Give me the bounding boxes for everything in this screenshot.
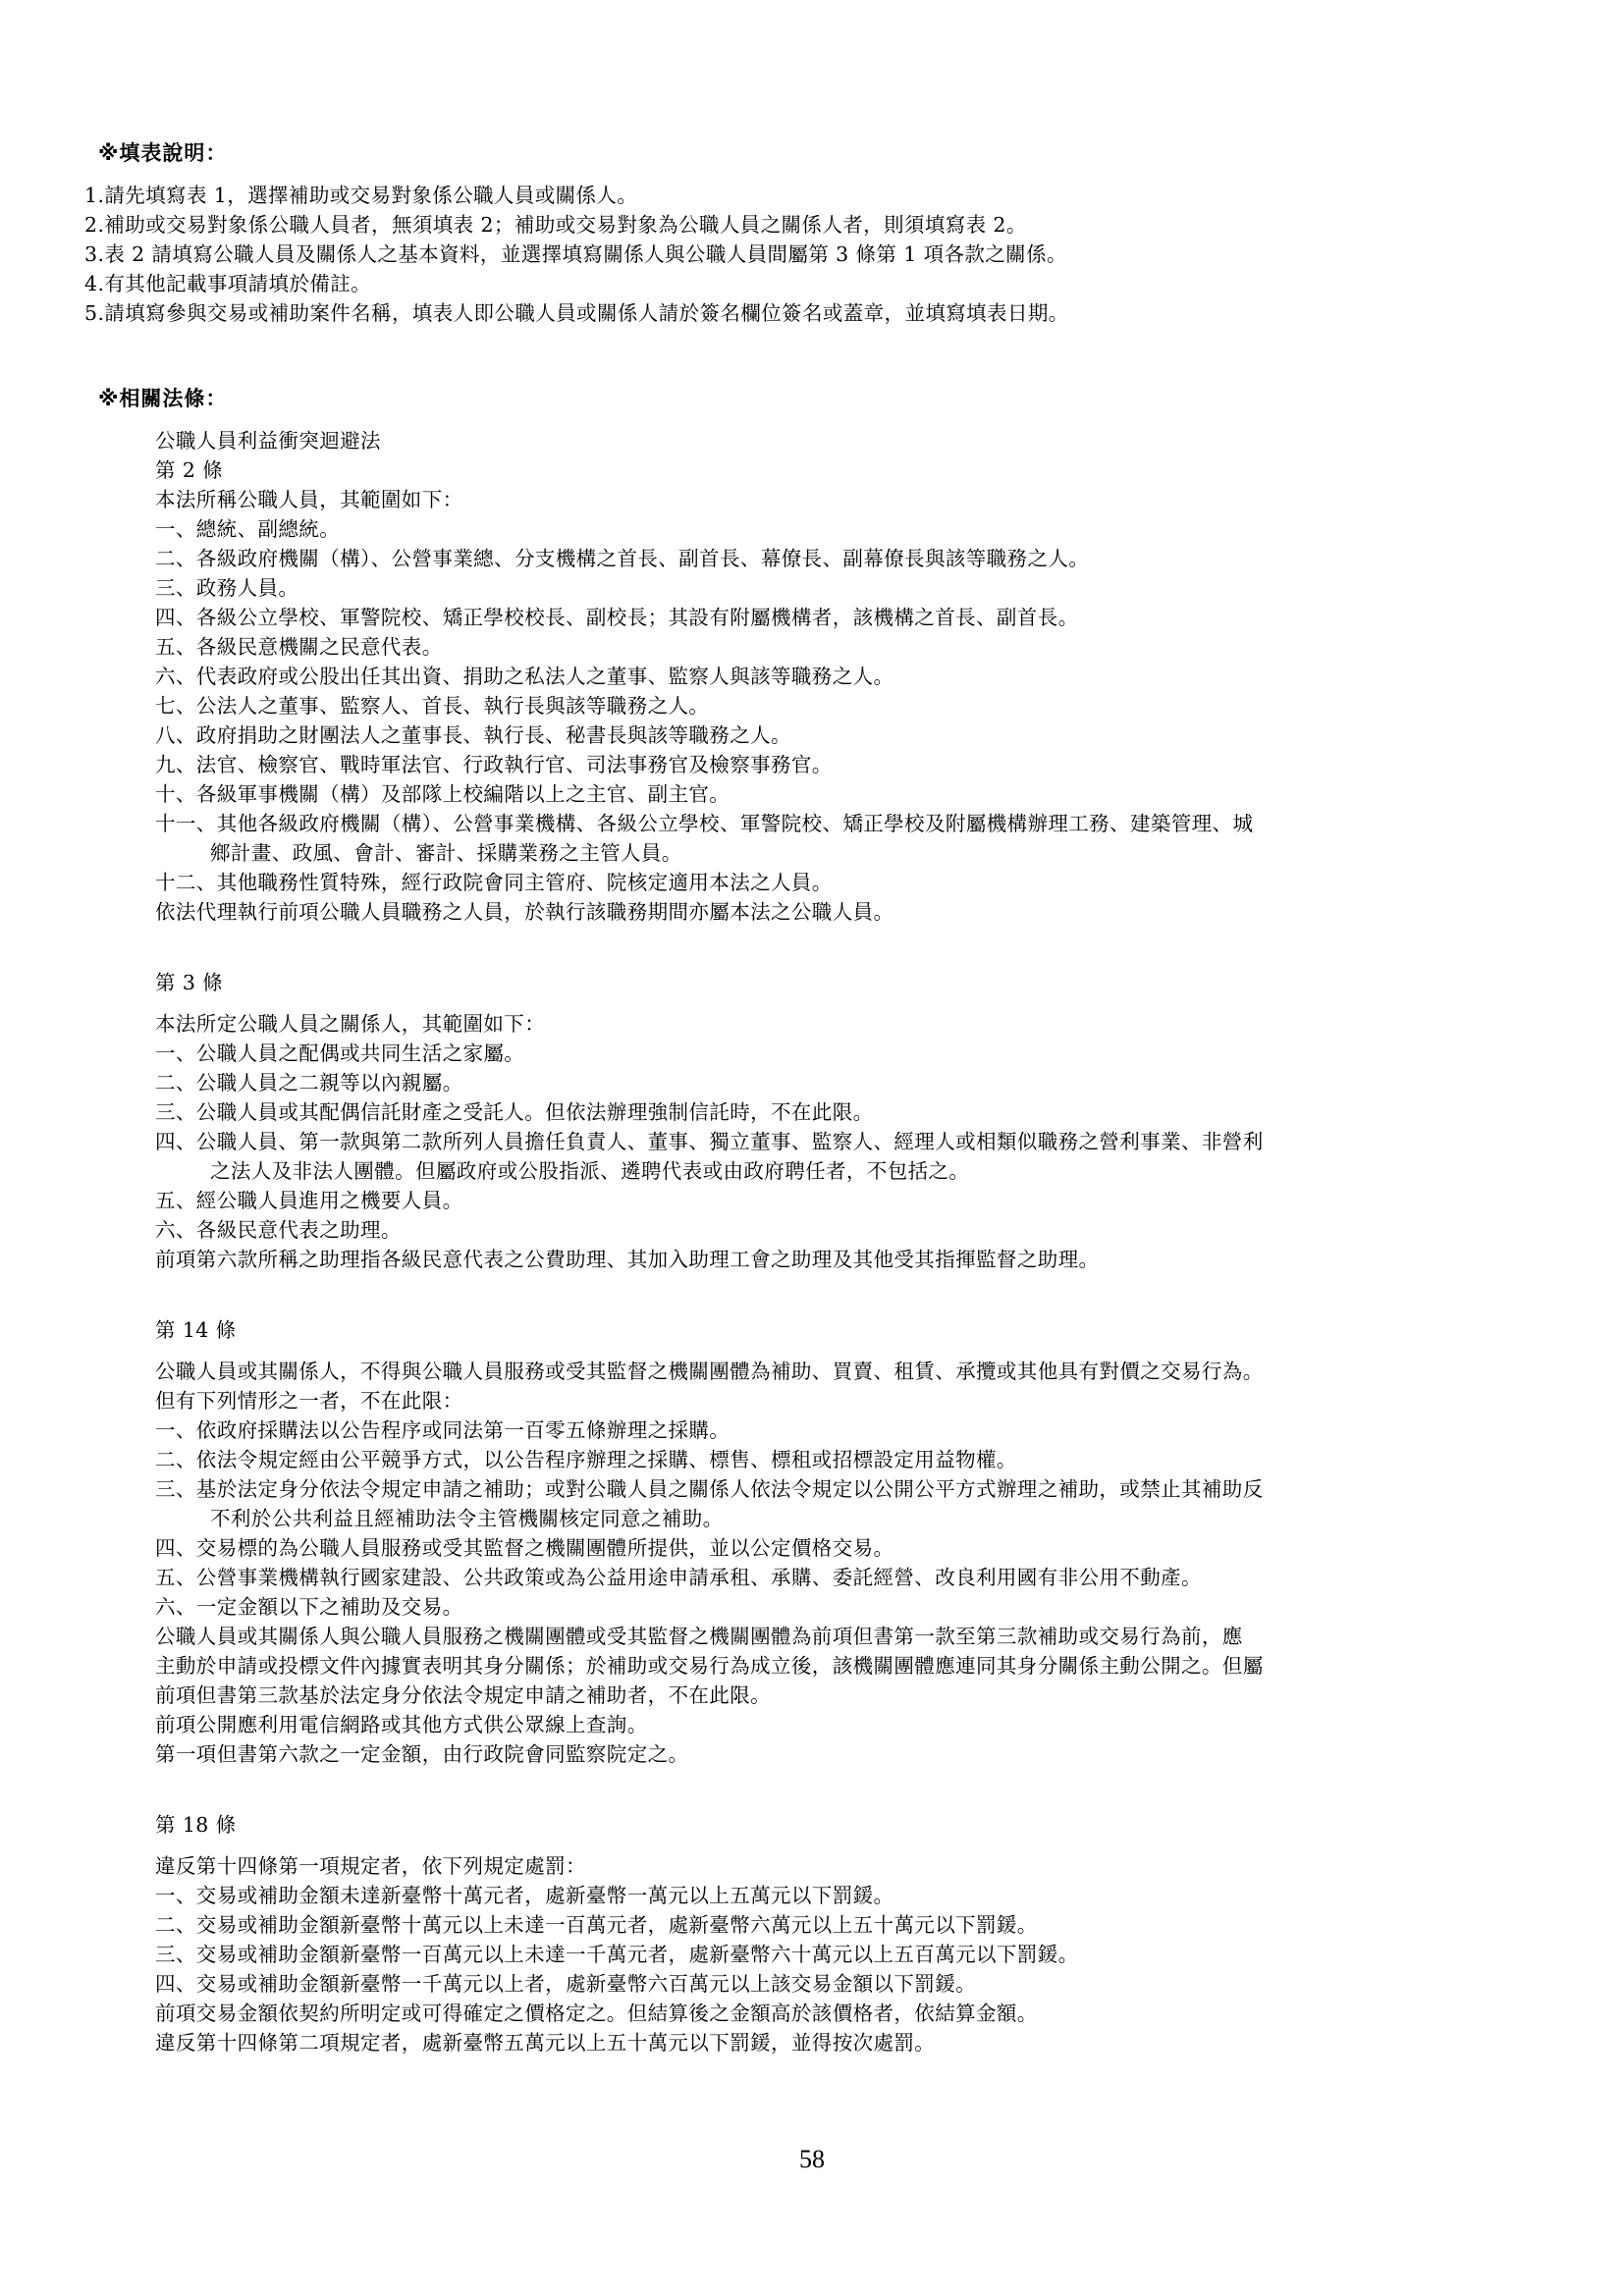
article-line: 三、交易或補助金額新臺幣一百萬元以上未達一千萬元者，處新臺幣六十萬元以上五百萬元以下罰鍰。 — [155, 1943, 1079, 1966]
article-line: 二、各級政府機關（構）、公營事業總、分支機構之首長、副首長、幕僚長、副幕僚長與該等職務之人。 — [155, 547, 1090, 570]
article-line: 一、公職人員之配偶或共同生活之家屬。 — [155, 1041, 525, 1065]
instructions-title: ※填表說明： — [98, 141, 228, 165]
article-line: 六、代表政府或公股出任其出資、捐助之私法人之董事、監察人與該等職務之人。 — [155, 665, 894, 688]
article-line: 四、公職人員、第一款與第二款所列人員擔任負責人、董事、獨立董事、監察人、經理人或相類似職務之營利事業、非營利 — [155, 1130, 1264, 1153]
article-line: 三、基於法定身分依法令規定申請之補助；或對公職人員之關係人依法令規定以公開公平方式辦理之補助，或禁止其補助反 — [155, 1477, 1264, 1501]
article-line: 但有下列情形之一者，不在此限： — [155, 1389, 463, 1413]
instruction-item: 5.請填寫參與交易或補助案件名稱，填表人即公職人員或關係人請於簽名欄位簽名或蓋章，並填寫填表日期。 — [84, 301, 1069, 325]
article-line: 公職人員或其關係人，不得與公職人員服務或受其監督之機關團體為補助、買賣、租賃、承攬或其他具有對價之交易行為。 — [155, 1360, 1264, 1383]
article-line: 本法所稱公職人員，其範圍如下： — [155, 488, 463, 511]
article-line: 二、公職人員之二親等以內親屬。 — [155, 1071, 463, 1095]
article-line: 主動於申請或投標文件內據實表明其身分關係；於補助或交易行為成立後，該機關團體應連同其身分關係主動公開之。但屬 — [155, 1654, 1264, 1678]
article-line: 二、依法令規定經由公平競爭方式，以公告程序辦理之採購、標售、標租或招標設定用益物權。 — [155, 1448, 1017, 1471]
page-number: 58 — [799, 2145, 825, 2173]
article-line: 不利於公共利益且經補助法令主管機關核定同意之補助。 — [210, 1507, 724, 1530]
article-line: 十一、其他各級政府機關（構）、公營事業機構、各級公立學校、軍警院校、矯正學校及附屬機構辦理工務、建築管理、城 — [155, 812, 1254, 835]
article-line: 違反第十四條第一項規定者，依下列規定處罰： — [155, 1854, 586, 1878]
article-line: 四、交易標的為公職人員服務或受其監督之機關團體所提供，並以公定價格交易。 — [155, 1536, 894, 1560]
article-line: 五、經公職人員進用之機要人員。 — [155, 1189, 463, 1212]
article-heading: 第 3 條 — [155, 971, 224, 994]
article-line: 六、一定金額以下之補助及交易。 — [155, 1595, 463, 1619]
article-line: 一、依政府採購法以公告程序或同法第一百零五條辦理之採購。 — [155, 1418, 731, 1442]
article-heading: 第 2 條 — [155, 458, 224, 482]
article-2 — [155, 485, 1490, 927]
article-line: 之法人及非法人團體。但屬政府或公股指派、遴聘代表或由政府聘任者，不包括之。 — [210, 1159, 970, 1183]
article-line: 前項但書第三款基於法定身分依法令規定申請之補助者，不在此限。 — [155, 1683, 771, 1707]
instructions-list — [84, 181, 1518, 328]
article-line: 本法所定公職人員之關係人，其範圍如下： — [155, 1012, 546, 1036]
article-line: 七、公法人之董事、監察人、首長、執行長與該等職務之人。 — [155, 694, 710, 718]
article-line: 六、各級民意代表之助理。 — [155, 1218, 402, 1242]
article-line: 八、政府捐助之財團法人之董事長、執行長、秘書長與該等職務之人。 — [155, 723, 791, 747]
article-line: 九、法官、檢察官、戰時軍法官、行政執行官、司法事務官及檢察事務官。 — [155, 753, 833, 776]
article-line: 二、交易或補助金額新臺幣十萬元以上未達一百萬元者，處新臺幣六萬元以上五十萬元以下罰鍰。 — [155, 1913, 1038, 1937]
article-line: 一、交易或補助金額未達新臺幣十萬元者，處新臺幣一萬元以上五萬元以下罰鍰。 — [155, 1884, 894, 1907]
article-3 — [155, 1009, 1490, 1274]
article-18 — [155, 1851, 1490, 2057]
law-name: 公職人員利益衝突迴避法 — [155, 429, 381, 453]
instruction-item: 3.表 2 請填寫公職人員及關係人之基本資料，並選擇填寫關係人與公職人員間屬第 3 條第 1 項各款之關係。 — [84, 242, 1067, 266]
article-line: 第一項但書第六款之一定金額，由行政院會同監察院定之。 — [155, 1742, 689, 1766]
article-line: 四、交易或補助金額新臺幣一千萬元以上者，處新臺幣六百萬元以上該交易金額以下罰鍰。 — [155, 1972, 976, 1996]
article-line: 五、各級民意機關之民意代表。 — [155, 635, 443, 659]
article-line: 一、總統、副總統。 — [155, 517, 341, 541]
article-line: 鄉計畫、政風、會計、審計、採購業務之主管人員。 — [210, 841, 682, 865]
article-line: 前項第六款所稱之助理指各級民意代表之公費助理、其加入助理工會之助理及其他受其指揮監督之助理。 — [155, 1248, 1100, 1271]
instruction-item: 1.請先填寫表 1，選擇補助或交易對象係公職人員或關係人。 — [84, 184, 638, 207]
article-line: 十二、其他職務性質特殊，經行政院會同主管府、院核定適用本法之人員。 — [155, 871, 833, 894]
article-line: 公職人員或其關係人與公職人員服務之機關團體或受其監督之機關團體為前項但書第一款至第三款補助或交易行為前，應 — [155, 1625, 1243, 1648]
law-body — [155, 426, 1490, 2057]
article-line: 依法代理執行前項公職人員職務之人員，於執行該職務期間亦屬本法之公職人員。 — [155, 900, 894, 924]
article-line: 違反第十四條第二項規定者，處新臺幣五萬元以上五十萬元以下罰鍰，並得按次處罰。 — [155, 2031, 936, 2055]
article-heading: 第 14 條 — [155, 1318, 237, 1342]
article-14 — [155, 1357, 1490, 1769]
article-heading: 第 18 條 — [155, 1813, 237, 1837]
instruction-item: 4.有其他記載事項請填於備註。 — [84, 272, 372, 295]
article-line: 前項交易金額依契約所明定或可得確定之價格定之。但結算後之金額高於該價格者，依結算金額。 — [155, 2002, 1038, 2025]
article-line: 三、公職人員或其配偶信託財產之受託人。但依法辦理強制信託時，不在此限。 — [155, 1100, 874, 1124]
article-line: 五、公營事業機構執行國家建設、公共政策或為公益用途申請承租、承購、委託經營、改良利用國有非公用不動產。 — [155, 1566, 1202, 1589]
article-line: 十、各級軍事機關（構）及部隊上校編階以上之主官、副主官。 — [155, 782, 731, 806]
instruction-item: 2.補助或交易對象係公職人員者，無須填表 2；補助或交易對象為公職人員之關係人者，則須填寫表 2。 — [84, 213, 1027, 237]
article-line: 四、各級公立學校、軍警院校、矯正學校校長、副校長；其設有附屬機構者，該機構之首長、副首長。 — [155, 606, 1079, 629]
article-line: 三、政務人員。 — [155, 576, 299, 600]
article-line: 前項公開應利用電信網路或其他方式供公眾線上查詢。 — [155, 1713, 648, 1736]
laws-title: ※相關法條： — [98, 387, 228, 410]
